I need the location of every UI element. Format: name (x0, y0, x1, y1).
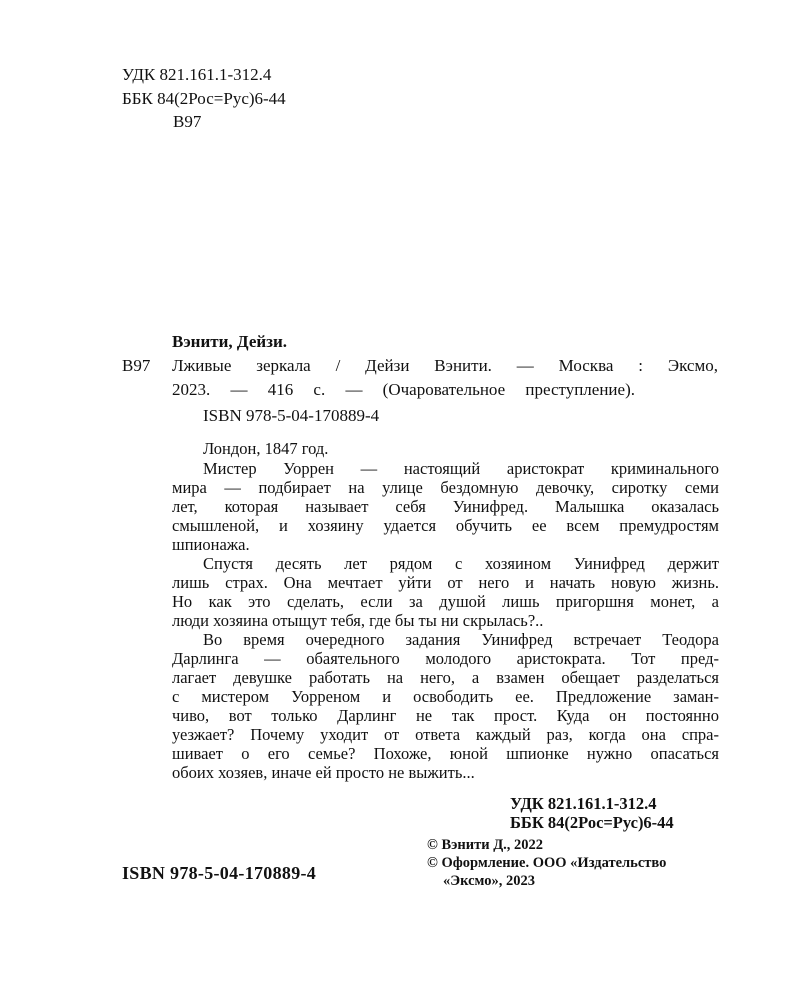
bbk-code: ББК 84(2Рос=Рус)6-44 (122, 89, 286, 108)
copyright-author: © Вэнити Д., 2022 (427, 837, 544, 853)
annotation-line: с мистером Уорреном и освободить ее. Предложение заман- (172, 687, 719, 706)
copyright-publisher: «Эксмо», 2023 (443, 873, 535, 889)
annotation-line: мира — подбирает на улице бездомную девочку, сиротку семи (172, 478, 719, 497)
annotation-line: смышленой, и хозяину удается обучить ее всем премудростям (172, 516, 719, 535)
annotation-line: лет, которая называет себя Уинифред. Малышка оказалась (172, 497, 719, 516)
footer-bbk-code: ББК 84(2Рос=Рус)6-44 (510, 813, 674, 832)
annotation-line: Спустя десять лет рядом с хозяином Уинифред держит (203, 554, 719, 573)
setting-line: Лондон, 1847 год. (203, 439, 329, 458)
annotation-line: шивает о его семье? Похоже, юной шпионке нужно опасаться (172, 744, 719, 763)
footer-udk-code: УДК 821.161.1-312.4 (510, 794, 657, 813)
shelf-code: В97 (122, 356, 151, 375)
title-line: 2023. — 416 с. — (Очаровательное преступление). (172, 380, 635, 399)
annotation-line: Дарлинга — обаятельного молодого аристократа. Тот пред- (172, 649, 719, 668)
annotation-line: лишь страх. Она мечтает уйти от него и начать новую жизнь. (172, 573, 719, 592)
annotation-line: уезжает? Почему уходит от ответа каждый раз, когда она спра- (172, 725, 719, 744)
author-sign: В97 (173, 112, 202, 131)
annotation-line: обоих хозяев, иначе ей просто не выжить... (172, 763, 475, 782)
copyright-design: © Оформление. ООО «Издательство (427, 855, 667, 871)
annotation-line: Во время очередного задания Уинифред встречает Теодора (203, 630, 719, 649)
annotation-line: лагает девушке работать на него, а взамен обещает разделаться (172, 668, 719, 687)
author-heading: Вэнити, Дейзи. (172, 332, 288, 351)
record-isbn: ISBN 978-5-04-170889-4 (203, 406, 380, 425)
annotation-line: чиво, вот только Дарлинг не так прост. Куда он постоянно (172, 706, 719, 725)
annotation-line: люди хозяина отыщут тебя, где бы ты ни скрылась?.. (172, 611, 544, 630)
annotation-line: шпионажа. (172, 535, 250, 554)
title-line: Лживые зеркала / Дейзи Вэнити. — Москва : Эксмо, (172, 356, 718, 375)
footer-isbn: ISBN 978-5-04-170889-4 (122, 863, 317, 883)
annotation-line: Но как это сделать, если за душой лишь пригоршня монет, а (172, 592, 719, 611)
annotation-line: Мистер Уоррен — настоящий аристократ криминального (203, 459, 719, 478)
udk-code: УДК 821.161.1-312.4 (122, 65, 272, 84)
